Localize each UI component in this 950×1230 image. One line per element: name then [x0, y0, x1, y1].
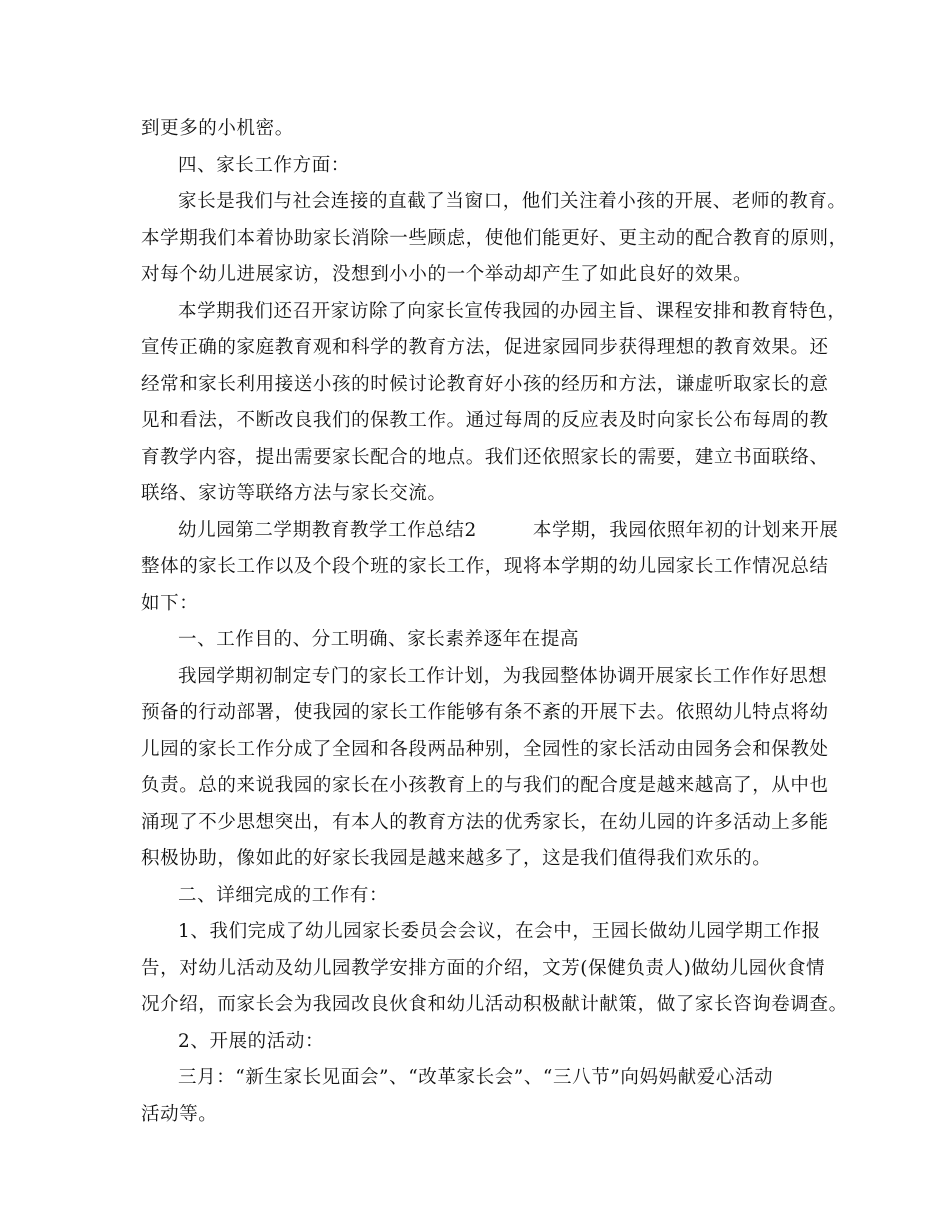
text-line: 我园学期初制定专门的家长工作计划，为我园整体协调开展家长工作作好思想	[178, 665, 828, 687]
text-line: 本学期我们还召开家访除了向家长宣传我园的办园主旨、课程安排和教育特色，	[178, 300, 847, 322]
section-heading: 二、详细完成的工作有：	[178, 884, 389, 906]
text-line: 如下：	[141, 592, 199, 614]
text-line: 涌现了不少思想突出，有本人的教育方法的优秀家长，在幼儿园的许多活动上多能	[141, 811, 829, 833]
text-line: 育教学内容，提出需要家长配合的地点。我们还依照家长的需要，建立书面联络、	[141, 446, 829, 468]
section-heading: 四、家长工作方面：	[178, 154, 350, 176]
text-line: 况介绍，而家长会为我园改良伙食和幼儿活动积极献计献策，做了家长咨询卷调查。	[141, 994, 848, 1015]
text-line: 整体的家长工作以及个段个班的家长工作，现将本学期的幼儿园家长工作情况总结	[141, 556, 829, 577]
text-line: 对每个幼儿进展家访，没想到小小的一个举动却产生了如此良好的效果。	[141, 264, 753, 285]
text-line: 活动等。	[141, 1103, 218, 1125]
text-line: 经常和家长利用接送小孩的时候讨论教育好小孩的经历和方法，谦虚听取家长的意	[141, 373, 829, 395]
text-line: 到更多的小机密。	[141, 118, 294, 139]
text-line: 本学期我们本着协助家长消除一些顾虑，使他们能更好、更主动的配合教育的原则，	[141, 227, 848, 249]
text-line: 三月：“新生家长见面会”、“改革家长会”、“三八节”向妈妈献爱心活动	[178, 1067, 774, 1088]
text-line: 家长是我们与社会连接的直截了当窗口，他们关注着小孩的开展、老师的教育。	[178, 191, 847, 212]
document-subtitle: 幼儿园第二学期教育教学工作总结2	[178, 519, 477, 541]
section-heading: 2、开展的活动：	[178, 1030, 325, 1052]
text-line: 积极协助，像如此的好家长我园是越来越多了，这是我们值得我们欢乐的。	[141, 848, 772, 869]
text-line-with-title	[141, 513, 839, 550]
text-line: 宣传正确的家庭教育观和科学的教育方法，促进家园同步获得理想的教育效果。还	[141, 337, 829, 358]
text-line: 负责。总的来说我园的家长在小孩教育上的与我们的配合度是越来越高了，从中也	[141, 775, 829, 796]
text-line: 告，对幼儿活动及幼儿园教学安排方面的介绍，文芳(保健负责人)做幼儿园伙食情	[141, 957, 826, 979]
section-heading: 一、工作目的、分工明确、家长素养逐年在提高	[178, 629, 580, 650]
text-segment: 本学期，我园依照年初的计划来开展	[532, 519, 839, 541]
text-line: 1、我们完成了幼儿园家长委员会会议，在会中，王园长做幼儿园学期工作报	[178, 921, 821, 942]
document-body	[141, 111, 848, 1133]
text-line: 见和看法，不断改良我们的保教工作。通过每周的反应表及时向家长公布每周的教	[141, 410, 829, 431]
text-line: 预备的行动部署，使我园的家长工作能够有条不紊的开展下去。依照幼儿特点将幼	[141, 702, 829, 723]
text-line: 联络、家访等联络方法与家长交流。	[141, 483, 447, 504]
text-line: 儿园的家长工作分成了全园和各段两品种别，全园性的家长活动由园务会和保教处	[141, 738, 829, 760]
